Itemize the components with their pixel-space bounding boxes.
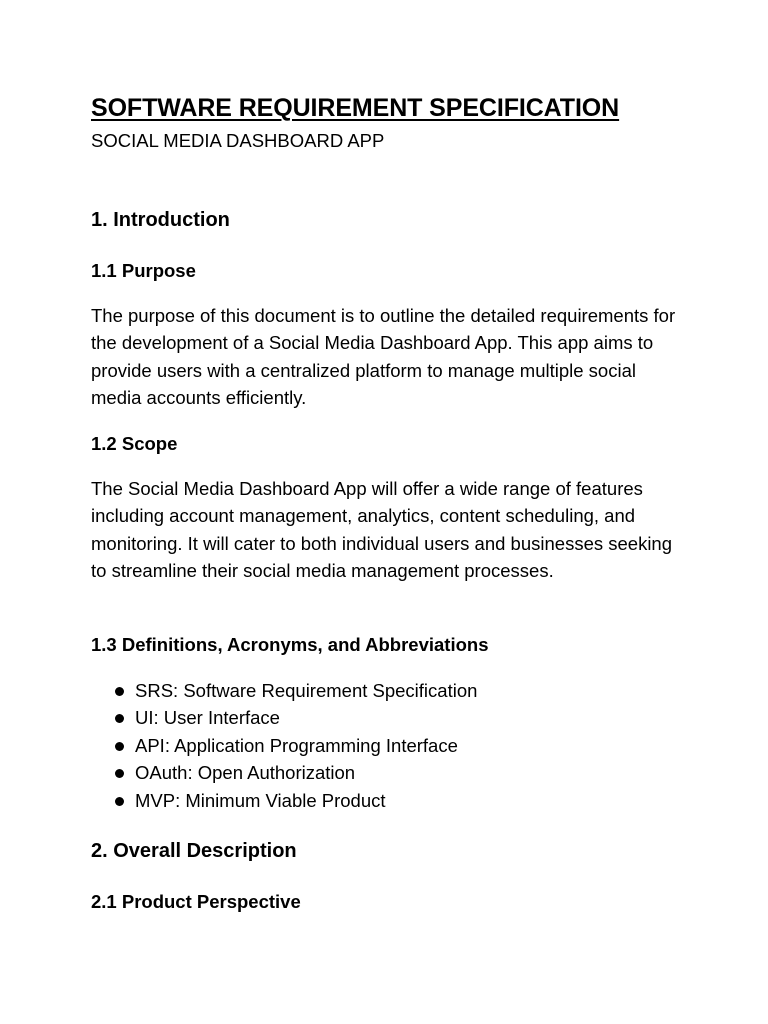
scope-paragraph: The Social Media Dashboard App will offer a wide range of features including account management, analytics, content scheduling, and monitoring. It will cater to both individual users and businesses seeking to streamline their social media management processes. (91, 478, 673, 581)
list-item (91, 704, 477, 731)
purpose-paragraph: The purpose of this document is to outline the detailed requirements for the development of a Social Media Dashboard App. This app aims to provide users with a centralized platform to manage multiple social media accounts efficiently. (91, 305, 676, 408)
subsection-heading-scope: 1.2 Scope (91, 433, 178, 454)
bullet-icon (115, 797, 124, 806)
bullet-icon (115, 769, 124, 778)
list-item-text: UI: User Interface (135, 707, 280, 729)
list-item-text: OAuth: Open Authorization (135, 762, 356, 784)
bullet-icon (115, 714, 124, 723)
section-heading-overall-description: 2. Overall Description (91, 840, 297, 862)
subsection-heading-definitions: 1.3 Definitions, Acronyms, and Abbreviations (91, 634, 489, 655)
list-item-text: API: Application Programming Interface (135, 734, 458, 756)
list-item (91, 677, 477, 704)
definitions-list (91, 677, 477, 814)
section-heading-introduction: 1. Introduction (91, 209, 230, 231)
list-item-text: MVP: Minimum Viable Product (135, 789, 386, 811)
list-item (91, 759, 477, 786)
list-item (91, 787, 477, 814)
list-item (91, 732, 477, 759)
document-subtitle: SOCIAL MEDIA DASHBOARD APP (91, 130, 385, 151)
bullet-icon (115, 742, 124, 751)
subsection-heading-product-perspective: 2.1 Product Perspective (91, 891, 301, 912)
document-title: SOFTWARE REQUIREMENT SPECIFICATION (91, 94, 620, 122)
list-item-text: SRS: Software Requirement Specification (135, 680, 478, 701)
bullet-icon (115, 687, 124, 696)
subsection-heading-purpose: 1.1 Purpose (91, 260, 196, 281)
